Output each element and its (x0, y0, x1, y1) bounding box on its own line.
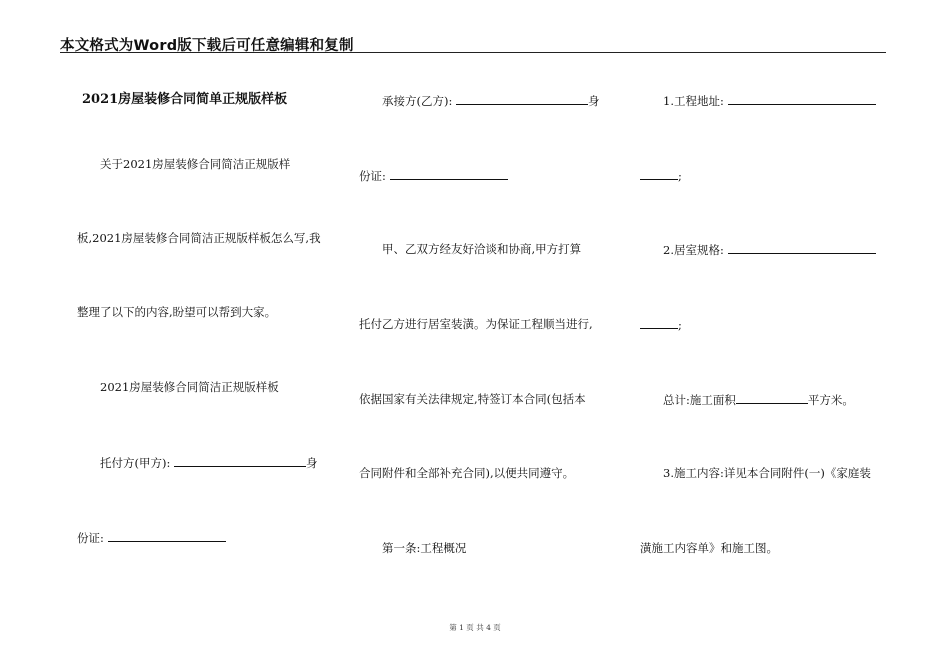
intro-line-3: 整理了以下的内容,盼望可以帮到大家。 (77, 305, 277, 319)
contractor-blank (456, 93, 588, 105)
address-blank-2 (640, 168, 678, 180)
agreement-line-3: 依据国家有关法律规定,特签订本合同(包括本 (359, 392, 586, 406)
contractor-id-line (359, 168, 508, 183)
spec-blank-2 (640, 317, 678, 329)
client-id-blank (108, 530, 226, 542)
client-line (100, 455, 318, 470)
total-prefix: 总计:施工面积 (663, 393, 736, 407)
document-banner: 本文格式为Word版下载后可任意编辑和复制 (60, 38, 354, 54)
intro-line-1: 关于2021房屋装修合同简洁正规版样 (100, 157, 291, 171)
spec-blank (728, 242, 876, 254)
contractor-id-blank (390, 168, 508, 180)
total-suffix: 平方米。 (807, 393, 854, 407)
subtitle-line: 2021房屋装修合同简洁正规版样板 (100, 380, 279, 394)
client-blank (174, 455, 306, 467)
intro-line-2: 板,2021房屋装修合同简洁正规版样板怎么写,我 (77, 231, 321, 245)
address-line (663, 93, 876, 108)
client-label: 托付方(甲方): (100, 456, 171, 470)
client-suffix: 身 (306, 456, 318, 470)
content-line-2: 潢施工内容单》和施工图。 (640, 541, 778, 555)
spec-label: 2.居室规格: (663, 243, 724, 257)
article-one-heading: 第一条:工程概况 (382, 541, 467, 555)
header-divider (60, 52, 886, 53)
contractor-label: 承接方(乙方): (382, 94, 453, 108)
address-end: ; (678, 169, 682, 183)
contractor-line (382, 93, 600, 108)
address-continuation (640, 168, 682, 183)
content-line-1: 3.施工内容:详见本合同附件(一)《家庭装 (663, 466, 871, 480)
agreement-line-2: 托付乙方进行居室装潢。为保证工程顺当进行, (359, 317, 593, 331)
contractor-suffix: 身 (588, 94, 600, 108)
address-blank (728, 93, 876, 105)
spec-continuation (640, 317, 682, 332)
area-blank (736, 392, 808, 404)
client-id-label: 份证: (77, 531, 104, 545)
spec-line (663, 242, 876, 257)
contractor-id-label: 份证: (359, 169, 386, 183)
total-area-line (663, 392, 854, 407)
page-number: 第 1 页 共 4 页 (449, 623, 501, 632)
spec-end: ; (678, 318, 682, 332)
client-id-line (77, 530, 226, 545)
document-title: 2021房屋装修合同简单正规版样板 (82, 92, 288, 107)
agreement-line-4: 合同附件和全部补充合同),以便共同遵守。 (359, 466, 575, 480)
address-label: 1.工程地址: (663, 94, 724, 108)
agreement-line-1: 甲、乙双方经友好洽谈和协商,甲方打算 (382, 242, 582, 256)
